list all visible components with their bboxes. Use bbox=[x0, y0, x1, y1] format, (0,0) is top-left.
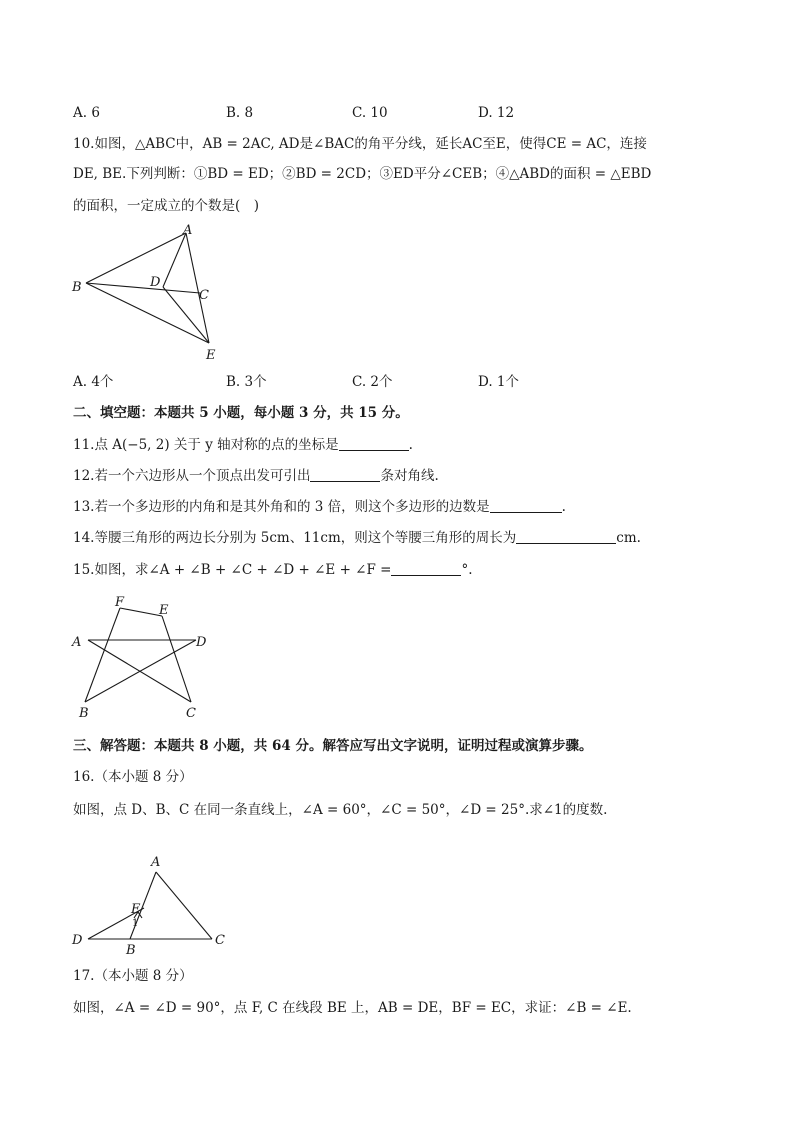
section2-heading: 二、填空题：本题共 5 小题，每小题 3 分，共 15 分。 bbox=[73, 405, 409, 421]
q16-label-1: 1 bbox=[132, 918, 139, 929]
q16-seg-ac bbox=[156, 872, 212, 939]
q15-label-d: D bbox=[196, 635, 207, 650]
q10-line-3: 的面积，一定成立的个数是( ) bbox=[73, 198, 260, 214]
q11-answer-blank[interactable] bbox=[339, 436, 409, 451]
q15-figure bbox=[68, 590, 218, 722]
q11-end: . bbox=[408, 437, 413, 453]
q10-label-e: E bbox=[206, 348, 216, 363]
q16-label-a: A bbox=[151, 855, 161, 870]
q15-seg-db bbox=[85, 640, 196, 702]
q10-line-2: DE, BE.下列判断：①BD = ED；②BD = 2CD；③ED平分∠CEB；④△ABD的面积 = △EBD bbox=[73, 166, 652, 182]
q10-option-b: B. 3个 bbox=[226, 374, 267, 390]
q12-end: 条对角线. bbox=[380, 468, 439, 484]
q12 bbox=[73, 466, 439, 486]
q16-label-b: B bbox=[126, 943, 136, 958]
q15-seg-bf bbox=[85, 608, 120, 702]
q15-label-e: E bbox=[159, 603, 169, 618]
q17-text: 如图，∠A = ∠D = 90°，点 F, C 在线段 BE 上，AB = DE，BF = EC，求证：∠B = ∠E. bbox=[73, 1000, 632, 1016]
q10-label-a: A bbox=[183, 223, 193, 238]
q16-title: 16.（本小题 8 分） bbox=[73, 769, 193, 785]
q13-text: 13.若一个多边形的内角和是其外角和的 3 倍，则这个多边形的边数是 bbox=[73, 499, 490, 515]
q12-text: 12.若一个六边形从一个顶点出发可引出 bbox=[73, 468, 311, 484]
q15-label-f: F bbox=[115, 595, 125, 610]
q9-option-c: C. 10 bbox=[352, 105, 388, 121]
q10-figure bbox=[68, 222, 238, 367]
q10-line-1: 10.如图，△ABC中，AB = 2AC, AD是∠BAC的角平分线，延长AC至E，使得CE = AC，连接 bbox=[73, 136, 647, 152]
q15-text: 15.如图，求∠A + ∠B + ∠C + ∠D + ∠E + ∠F = bbox=[73, 562, 392, 578]
q14-answer-blank[interactable] bbox=[516, 529, 616, 544]
q14-text: 14.等腰三角形的两边长分别为 5cm、11cm，则这个等腰三角形的周长为 bbox=[73, 530, 517, 546]
q15-label-b: B bbox=[79, 706, 89, 721]
q15 bbox=[73, 560, 473, 580]
q17-title: 17.（本小题 8 分） bbox=[73, 968, 193, 984]
q14 bbox=[73, 528, 641, 548]
q16-figure bbox=[68, 850, 238, 960]
q12-answer-blank[interactable] bbox=[310, 467, 380, 482]
q15-label-c: C bbox=[186, 706, 196, 721]
q16-text: 如图，点 D、B、C 在同一条直线上，∠A = 60°，∠C = 50°，∠D = 25°.求∠1的度数. bbox=[73, 802, 608, 818]
section3-heading: 三、解答题：本题共 8 小题，共 64 分。解答应写出文字说明，证明过程或演算步骤。 bbox=[73, 738, 593, 754]
q13-end: . bbox=[561, 499, 566, 515]
q10-label-d: D bbox=[150, 275, 161, 290]
q15-label-a: A bbox=[72, 635, 82, 650]
q10-seg-ba bbox=[86, 233, 186, 283]
q16-label-c: C bbox=[215, 933, 225, 948]
q15-seg-ec bbox=[162, 616, 191, 702]
q10-option-c: C. 2个 bbox=[352, 374, 393, 390]
q16-label-e: E bbox=[131, 902, 141, 917]
q10-seg-ad bbox=[163, 233, 186, 287]
q15-answer-blank[interactable] bbox=[391, 561, 461, 576]
q9-option-d: D. 12 bbox=[478, 105, 515, 121]
q16-label-d: D bbox=[72, 933, 83, 948]
q15-seg-fe bbox=[120, 608, 162, 616]
q15-end: °. bbox=[461, 562, 473, 578]
q13-answer-blank[interactable] bbox=[490, 498, 562, 513]
q13 bbox=[73, 497, 566, 517]
q9-option-b: B. 8 bbox=[226, 105, 254, 121]
q9-option-a: A. 6 bbox=[73, 105, 100, 121]
q10-option-a: A. 4个 bbox=[73, 374, 114, 390]
q14-end: cm. bbox=[616, 530, 641, 546]
q10-label-c: C bbox=[199, 288, 209, 303]
q11-text: 11.点 A(−5, 2) 关于 y 轴对称的点的坐标是 bbox=[73, 437, 339, 453]
q11 bbox=[73, 435, 413, 455]
q10-label-b: B bbox=[72, 280, 82, 295]
q10-option-d: D. 1个 bbox=[478, 374, 520, 390]
